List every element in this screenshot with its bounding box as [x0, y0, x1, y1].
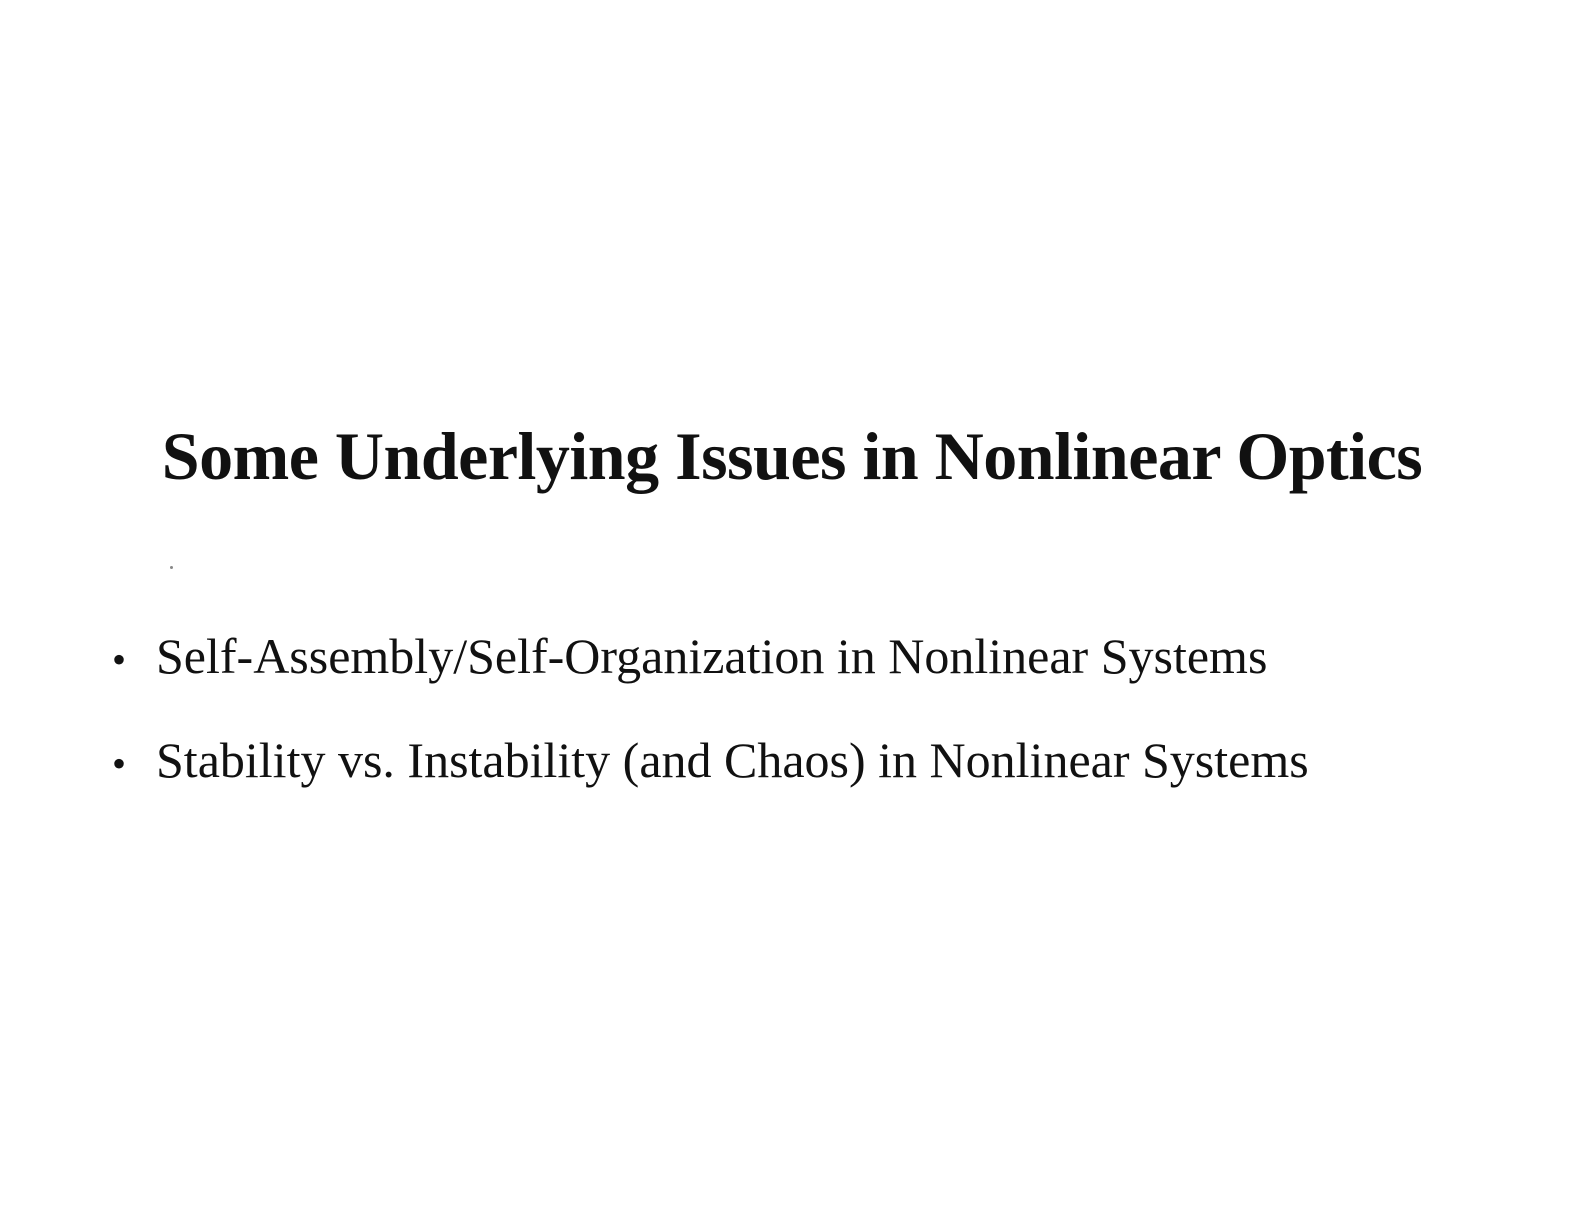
bullet-dot-icon: • — [112, 637, 127, 682]
bullet-dot-icon: • — [112, 741, 127, 786]
slide-title: Some Underlying Issues in Nonlinear Optics — [161, 418, 1423, 494]
bullet-text: Self-Assembly/Self-Organization in Nonlinear Systems — [156, 628, 1268, 684]
bullet-text: Stability vs. Instability (and Chaos) in Nonlinear Systems — [156, 732, 1309, 788]
bullet-item — [112, 620, 1309, 724]
bullet-item — [112, 724, 1309, 828]
bullet-list — [112, 620, 1309, 828]
scan-speck — [170, 566, 173, 569]
